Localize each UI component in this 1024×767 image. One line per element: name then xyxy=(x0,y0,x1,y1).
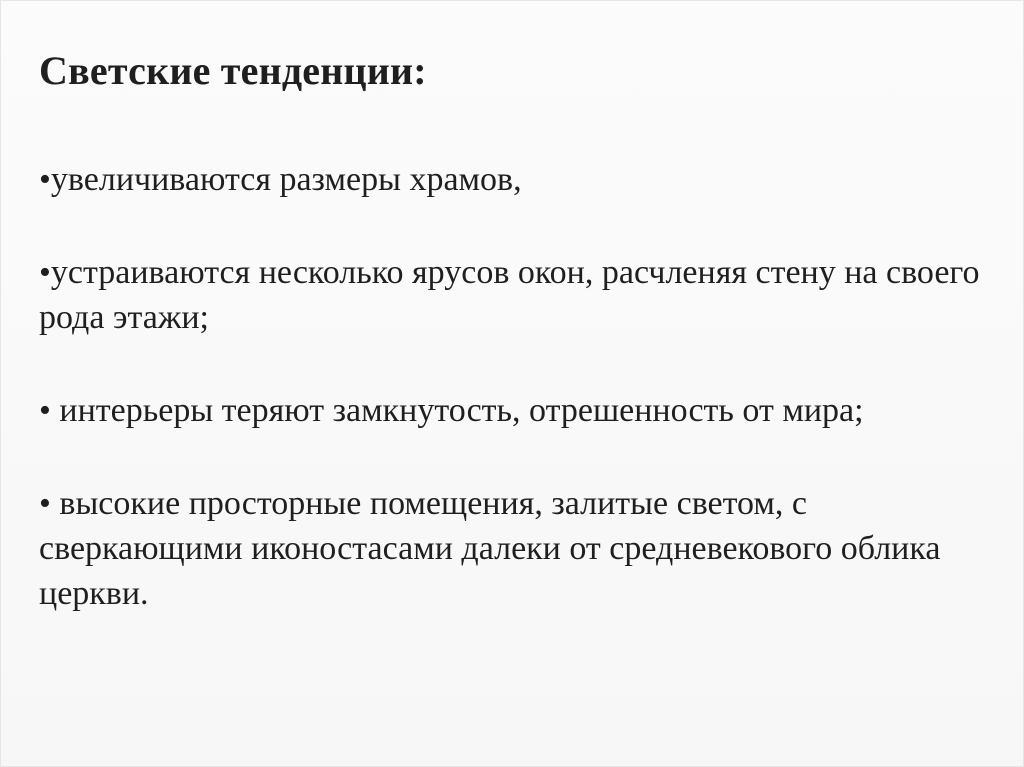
bullet-item xyxy=(39,388,989,433)
bullet-text: • интерьеры теряют замкнутость, отрешенность от мира; xyxy=(39,392,864,429)
slide-title: Светские тенденции: xyxy=(39,48,427,93)
bullet-item xyxy=(39,481,989,616)
bullet-item xyxy=(39,157,989,202)
bullet-text: •устраиваются несколько ярусов окон, расчленяя стену на своего рода этажи; xyxy=(39,254,980,336)
bullet-item xyxy=(39,250,989,340)
bullet-list xyxy=(39,157,989,616)
bullet-text: • высокие просторные помещения, залитые светом, с сверкающими иконостасами далеки от средневекового облика церкви. xyxy=(39,485,941,612)
bullet-text: •увеличиваются размеры храмов, xyxy=(39,161,522,198)
